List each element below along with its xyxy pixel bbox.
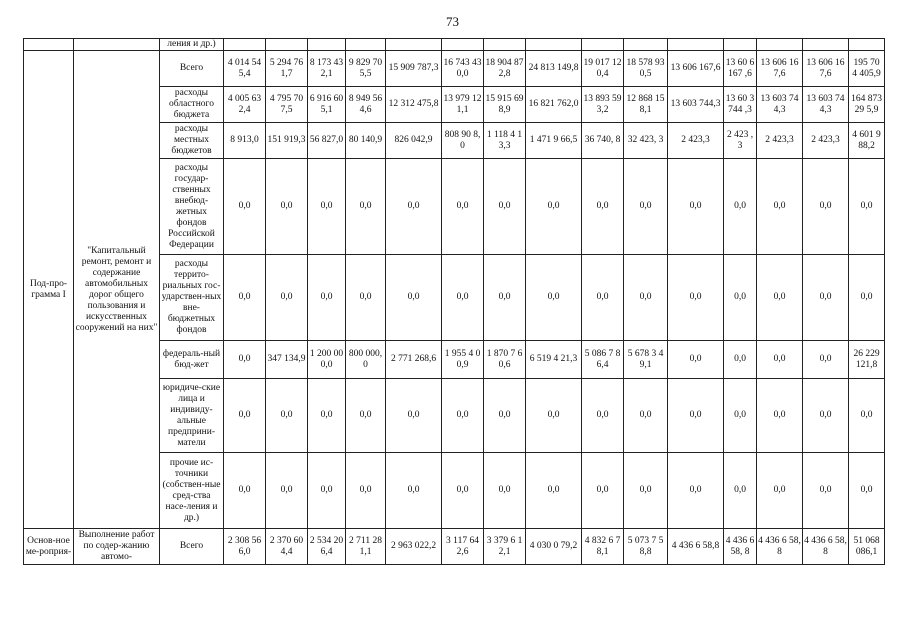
value-cell: 24 813 149,8: [526, 51, 582, 87]
continuation-row: [24, 39, 885, 51]
funding-source-label: юридиче-ские лица и индивиду-альные предприни-матели: [160, 379, 224, 453]
value-cell: 16 743 430,0: [442, 51, 484, 87]
value-cell: 0,0: [724, 453, 757, 529]
main-activity-row: [24, 529, 885, 565]
funding-source-label: расходы государ-ственных внебюд-жетных фондов Российской Федерации: [160, 159, 224, 255]
value-cell: 13 603 744,3: [668, 87, 724, 123]
value-cell: 12 312 475,8: [386, 87, 442, 123]
value-cell: [442, 39, 484, 51]
value-cell: 0,0: [224, 379, 266, 453]
value-cell: 4 014 545,4: [224, 51, 266, 87]
value-cell: 0,0: [308, 379, 346, 453]
value-cell: 15 915 698,9: [484, 87, 526, 123]
value-cell: 1 870 7 60,6: [484, 341, 526, 379]
value-cell: 0,0: [757, 453, 803, 529]
value-cell: 5 294 761,7: [266, 51, 308, 87]
value-cell: 0,0: [266, 159, 308, 255]
value-cell: 1 200 000,0: [308, 341, 346, 379]
value-cell: 4 436 6 58,8: [803, 529, 849, 565]
funding-source-label: расходы террито-риальных гос-ударствен-ных вне-бюджетных фондов: [160, 255, 224, 341]
value-cell: 0,0: [484, 379, 526, 453]
value-cell: 13 979 121,1: [442, 87, 484, 123]
funding-source-label: Всего: [160, 529, 224, 565]
value-cell: [849, 39, 885, 51]
value-cell: 0,0: [724, 341, 757, 379]
value-cell: 2 370 604,4: [266, 529, 308, 565]
value-cell: 0,0: [803, 379, 849, 453]
value-cell: 19 017 120,4: [582, 51, 624, 87]
value-cell: 4 436 6 58,8: [668, 529, 724, 565]
value-cell: 13 606 167,6: [668, 51, 724, 87]
value-cell: 16 821 762,0: [526, 87, 582, 123]
value-cell: 13 60 3 744 ,3: [724, 87, 757, 123]
value-cell: 0,0: [266, 379, 308, 453]
value-cell: 2 534 206,4: [308, 529, 346, 565]
value-cell: 0,0: [308, 453, 346, 529]
value-cell: 0,0: [346, 453, 386, 529]
funding-source-label: расходы областного бюджета: [160, 87, 224, 123]
value-cell: 13 60 6 167 ,6: [724, 51, 757, 87]
page-number: 73: [446, 14, 459, 29]
subprogram-code: Под-про-грамма I: [24, 51, 74, 529]
value-cell: 0,0: [582, 379, 624, 453]
value-cell: 0,0: [386, 255, 442, 341]
value-cell: 12 868 158,1: [624, 87, 668, 123]
value-cell: 0,0: [757, 341, 803, 379]
value-cell: [484, 39, 526, 51]
value-cell: 0,0: [849, 255, 885, 341]
value-cell: 4 795 707,5: [266, 87, 308, 123]
value-cell: 6 519 4 21,3: [526, 341, 582, 379]
value-cell: 0,0: [724, 379, 757, 453]
value-cell: 3 117 642,6: [442, 529, 484, 565]
value-cell: 18 904 872,8: [484, 51, 526, 87]
value-cell: 4 005 632,4: [224, 87, 266, 123]
value-cell: 0,0: [849, 379, 885, 453]
value-cell: 0,0: [668, 453, 724, 529]
name-cell: [74, 39, 160, 51]
value-cell: 0,0: [442, 255, 484, 341]
value-cell: 0,0: [346, 255, 386, 341]
value-cell: 0,0: [386, 379, 442, 453]
value-cell: 0,0: [386, 453, 442, 529]
value-cell: 0,0: [442, 159, 484, 255]
value-cell: 800 000,0: [346, 341, 386, 379]
value-cell: 8 949 564,6: [346, 87, 386, 123]
value-cell: 18 578 930,5: [624, 51, 668, 87]
value-cell: 0,0: [724, 255, 757, 341]
value-cell: 2 771 268,6: [386, 341, 442, 379]
value-cell: 826 042,9: [386, 123, 442, 159]
value-cell: 9 829 705,5: [346, 51, 386, 87]
value-cell: 0,0: [526, 159, 582, 255]
value-cell: 56 827,0: [308, 123, 346, 159]
value-cell: 0,0: [668, 159, 724, 255]
value-cell: 0,0: [526, 255, 582, 341]
value-cell: 0,0: [624, 453, 668, 529]
value-cell: 4 601 9 88,2: [849, 123, 885, 159]
value-cell: 4 832 6 78,1: [582, 529, 624, 565]
value-cell: 0,0: [224, 255, 266, 341]
value-cell: 0,0: [224, 341, 266, 379]
value-cell: 0,0: [668, 255, 724, 341]
value-cell: 3 379 6 12,1: [484, 529, 526, 565]
value-cell: 0,0: [668, 341, 724, 379]
value-cell: [224, 39, 266, 51]
value-cell: 6 916 605,1: [308, 87, 346, 123]
value-cell: 5 073 7 58,8: [624, 529, 668, 565]
value-cell: 0,0: [308, 159, 346, 255]
value-cell: 0,0: [266, 255, 308, 341]
main-activity-name: Выполнение работ по содер-жанию автомо-: [74, 529, 160, 565]
value-cell: 0,0: [757, 255, 803, 341]
value-cell: 51 068 086,1: [849, 529, 885, 565]
value-cell: 0,0: [484, 159, 526, 255]
value-cell: 0,0: [224, 159, 266, 255]
value-cell: 151 919,3: [266, 123, 308, 159]
value-cell: 0,0: [308, 255, 346, 341]
code-cell: [24, 39, 74, 51]
value-cell: [346, 39, 386, 51]
funding-source-label: расходы местных бюджетов: [160, 123, 224, 159]
value-cell: 0,0: [757, 159, 803, 255]
value-cell: [724, 39, 757, 51]
value-cell: 4 030 0 79,2: [526, 529, 582, 565]
value-cell: [308, 39, 346, 51]
value-cell: 15 909 787,3: [386, 51, 442, 87]
value-cell: 1 118 4 13,3: [484, 123, 526, 159]
value-cell: 164 873 29 5,9: [849, 87, 885, 123]
value-cell: 0,0: [582, 453, 624, 529]
value-cell: 2 423,3: [803, 123, 849, 159]
value-cell: 8 173 432,1: [308, 51, 346, 87]
value-cell: 0,0: [224, 453, 266, 529]
value-cell: 0,0: [668, 379, 724, 453]
value-cell: 13 606 167,6: [803, 51, 849, 87]
value-cell: [757, 39, 803, 51]
value-cell: 13 606 167,6: [757, 51, 803, 87]
value-cell: 0,0: [266, 453, 308, 529]
value-cell: 0,0: [624, 379, 668, 453]
value-cell: 808 90 8,0: [442, 123, 484, 159]
value-cell: 4 436 6 58,8: [757, 529, 803, 565]
value-cell: [582, 39, 624, 51]
value-cell: 1 955 4 00,9: [442, 341, 484, 379]
value-cell: 0,0: [526, 453, 582, 529]
value-cell: 0,0: [484, 453, 526, 529]
value-cell: 0,0: [346, 379, 386, 453]
value-cell: 8 913,0: [224, 123, 266, 159]
value-cell: 5 086 7 86,4: [582, 341, 624, 379]
value-cell: [803, 39, 849, 51]
value-cell: [526, 39, 582, 51]
value-cell: 0,0: [346, 159, 386, 255]
value-cell: [668, 39, 724, 51]
value-cell: 80 140,9: [346, 123, 386, 159]
value-cell: 195 70 4 405,9: [849, 51, 885, 87]
value-cell: 2 308 566,0: [224, 529, 266, 565]
budget-table: [23, 38, 885, 565]
value-cell: 2 963 022,2: [386, 529, 442, 565]
value-cell: 32 423, 3: [624, 123, 668, 159]
value-cell: 347 134,9: [266, 341, 308, 379]
value-cell: 13 603 744,3: [757, 87, 803, 123]
funding-source-label: Всего: [160, 51, 224, 87]
value-cell: 0,0: [849, 453, 885, 529]
value-cell: 4 436 658, 8: [724, 529, 757, 565]
value-cell: 0,0: [803, 341, 849, 379]
value-cell: 1 471 9 66,5: [526, 123, 582, 159]
value-cell: 0,0: [442, 379, 484, 453]
value-cell: 0,0: [624, 159, 668, 255]
main-activity-code: Основ-ное ме-роприя-: [24, 529, 74, 565]
value-cell: [386, 39, 442, 51]
value-cell: 26 229 121,8: [849, 341, 885, 379]
source-label: ления и др.): [160, 39, 224, 51]
value-cell: 0,0: [849, 159, 885, 255]
value-cell: 0,0: [757, 379, 803, 453]
table-row: [24, 51, 885, 87]
value-cell: 2 711 281,1: [346, 529, 386, 565]
value-cell: 0,0: [582, 159, 624, 255]
value-cell: 0,0: [386, 159, 442, 255]
value-cell: 0,0: [624, 255, 668, 341]
value-cell: 36 740, 8: [582, 123, 624, 159]
value-cell: 0,0: [484, 255, 526, 341]
value-cell: [266, 39, 308, 51]
value-cell: 2 423,3: [668, 123, 724, 159]
value-cell: 0,0: [803, 159, 849, 255]
funding-source-label: федераль-ный бюд-жет: [160, 341, 224, 379]
value-cell: 2 423,3: [757, 123, 803, 159]
value-cell: 13 893 593,2: [582, 87, 624, 123]
funding-source-label: прочие ис-точники (собствен-ные сред-ства насе-ления и др.): [160, 453, 224, 529]
value-cell: 0,0: [442, 453, 484, 529]
value-cell: [624, 39, 668, 51]
value-cell: 0,0: [803, 453, 849, 529]
value-cell: 0,0: [582, 255, 624, 341]
value-cell: 13 603 744,3: [803, 87, 849, 123]
subprogram-name: "Капитальный ремонт, ремонт и содержание автомобильных дорог общего пользования и искусственных сооружений на них": [74, 51, 160, 529]
value-cell: 0,0: [803, 255, 849, 341]
value-cell: 0,0: [526, 379, 582, 453]
value-cell: 5 678 3 49,1: [624, 341, 668, 379]
value-cell: 0,0: [724, 159, 757, 255]
value-cell: 2 423 ,3: [724, 123, 757, 159]
